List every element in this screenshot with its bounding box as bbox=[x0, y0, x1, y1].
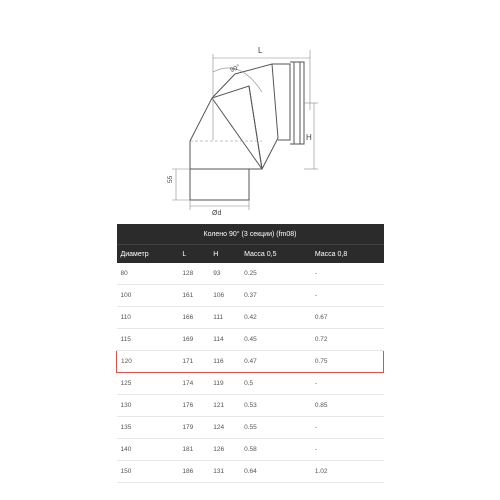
table-cell: 0.5 bbox=[240, 373, 311, 395]
table-cell: - bbox=[311, 263, 384, 285]
table-cell: 0.37 bbox=[240, 285, 311, 307]
table-cell: - bbox=[311, 439, 384, 461]
table-body bbox=[117, 263, 384, 483]
table-row bbox=[117, 307, 384, 329]
dimension-label-55: 55 bbox=[167, 175, 174, 183]
table-cell: 115 bbox=[117, 329, 179, 351]
table-header-row bbox=[117, 245, 384, 264]
table-cell: 106 bbox=[209, 285, 240, 307]
table-cell: 0.25 bbox=[240, 263, 311, 285]
table-cell: 80 bbox=[117, 263, 179, 285]
table-cell: 93 bbox=[209, 263, 240, 285]
table-row bbox=[117, 263, 384, 285]
table-cell: 0.58 bbox=[240, 439, 311, 461]
table-cell: 0.53 bbox=[240, 395, 311, 417]
table-title-row bbox=[117, 224, 384, 245]
column-header-diameter: Диаметр bbox=[117, 245, 179, 264]
table-cell: 176 bbox=[178, 395, 209, 417]
elbow-top-section bbox=[212, 64, 278, 169]
table-cell: 0.85 bbox=[311, 395, 384, 417]
table-cell: 0.45 bbox=[240, 329, 311, 351]
table-cell: 0.64 bbox=[240, 461, 311, 483]
table-cell: 126 bbox=[209, 439, 240, 461]
table-cell: - bbox=[311, 417, 384, 439]
table-cell: 121 bbox=[209, 395, 240, 417]
table-cell: 110 bbox=[117, 307, 179, 329]
table-cell: 111 bbox=[209, 307, 240, 329]
table-cell: 0.55 bbox=[240, 417, 311, 439]
elbow-technical-drawing bbox=[0, 0, 500, 215]
table-cell: 119 bbox=[209, 373, 240, 395]
elbow-bottom-section bbox=[190, 169, 249, 200]
table-cell: 114 bbox=[209, 329, 240, 351]
table-cell: 1.02 bbox=[311, 461, 384, 483]
table-cell: 120 bbox=[117, 351, 179, 373]
table-cell: 161 bbox=[178, 285, 209, 307]
dimension-label-d: Ød bbox=[212, 210, 222, 215]
dimension-label-H: H bbox=[306, 133, 312, 142]
table-cell: 128 bbox=[178, 263, 209, 285]
column-header-H: H bbox=[209, 245, 240, 264]
table-cell: 0.72 bbox=[311, 329, 384, 351]
specification-table bbox=[116, 224, 384, 483]
table-cell: 166 bbox=[178, 307, 209, 329]
table-cell: 0.47 bbox=[240, 351, 311, 373]
table-title: Колено 90° (3 секции) (fm08) bbox=[117, 224, 384, 245]
table-row bbox=[117, 439, 384, 461]
table-cell: 135 bbox=[117, 417, 179, 439]
table-cell: 116 bbox=[209, 351, 240, 373]
table-cell: 150 bbox=[117, 461, 179, 483]
column-header-mass-05: Масса 0,5 bbox=[240, 245, 311, 264]
table-row bbox=[117, 351, 384, 373]
table-cell: 0.67 bbox=[311, 307, 384, 329]
table-cell: - bbox=[311, 285, 384, 307]
table-cell: 124 bbox=[209, 417, 240, 439]
table-cell: 179 bbox=[178, 417, 209, 439]
column-header-mass-08: Масса 0,8 bbox=[311, 245, 384, 264]
table-cell: 0.75 bbox=[311, 351, 384, 373]
table-row bbox=[117, 329, 384, 351]
dimension-label-angle: 90° bbox=[229, 63, 242, 75]
table-row bbox=[117, 395, 384, 417]
table-row bbox=[117, 417, 384, 439]
table-cell: 100 bbox=[117, 285, 179, 307]
table-cell: 130 bbox=[117, 395, 179, 417]
table-row bbox=[117, 461, 384, 483]
table-cell: - bbox=[311, 373, 384, 395]
column-header-L: L bbox=[178, 245, 209, 264]
table-cell: 0.42 bbox=[240, 307, 311, 329]
table-row bbox=[117, 285, 384, 307]
dimension-label-L: L bbox=[258, 46, 263, 55]
table-cell: 131 bbox=[209, 461, 240, 483]
table-cell: 186 bbox=[178, 461, 209, 483]
table-cell: 174 bbox=[178, 373, 209, 395]
table-row bbox=[117, 373, 384, 395]
table-cell: 140 bbox=[117, 439, 179, 461]
table-cell: 181 bbox=[178, 439, 209, 461]
table-cell: 125 bbox=[117, 373, 179, 395]
table-cell: 169 bbox=[178, 329, 209, 351]
table-cell: 171 bbox=[178, 351, 209, 373]
